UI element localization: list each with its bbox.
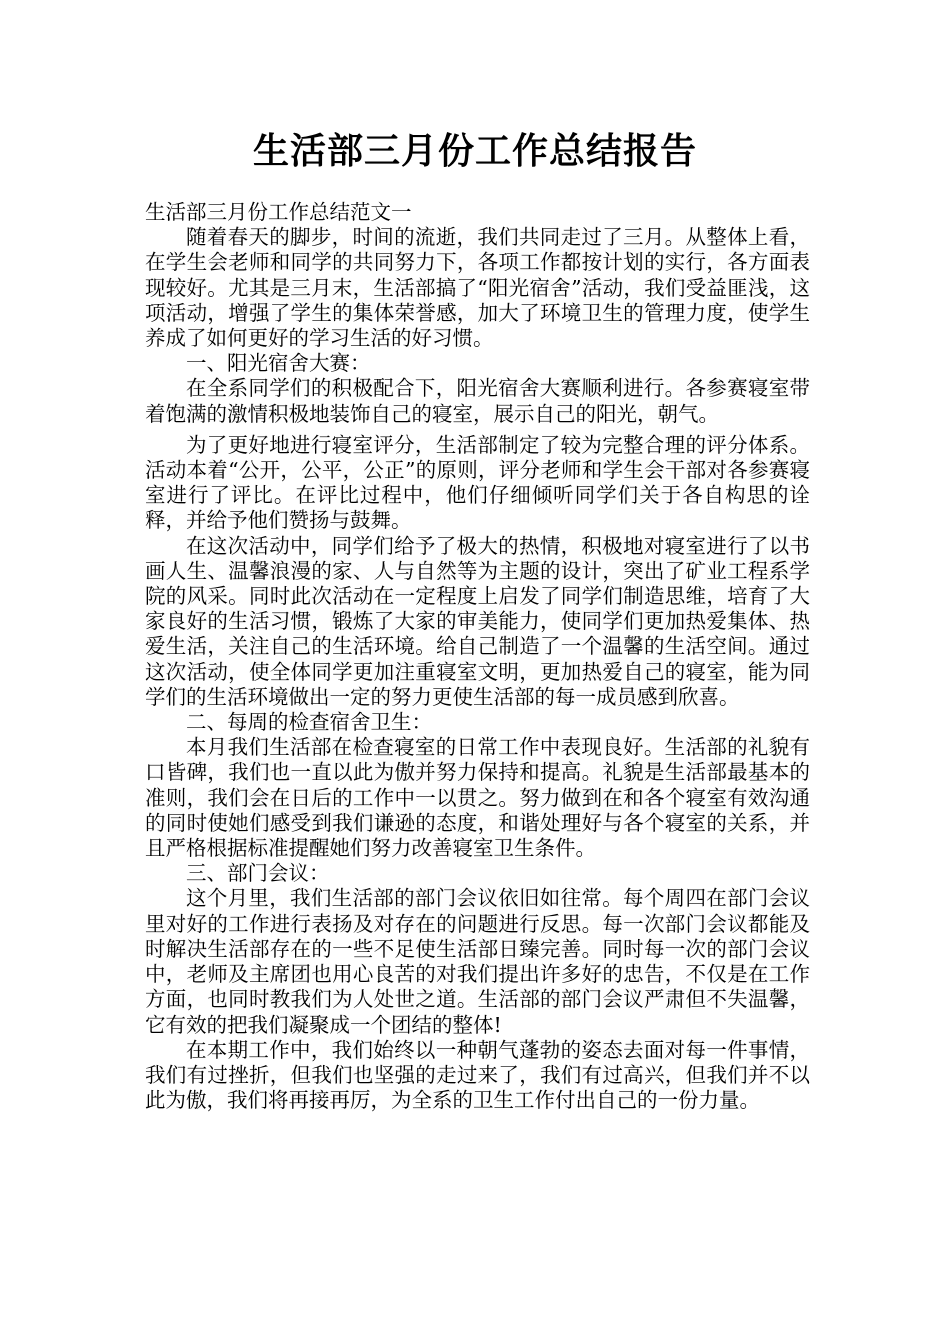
paragraph-4: 本月我们生活部在检查寝室的日常工作中表现良好。生活部的礼貌有口皆碑，我们也一直以此为傲并努力保持和提高。礼貌是生活部最基本的准则，我们会在日后的工作中一以贯之。努力做到在和各个寝室有效沟通的同时使她们感受到我们谦逊的态度，和谐处理好与各个寝室的关系，并且严格根据标准提醒她们努力改善寝室卫生条件。 (145, 735, 810, 861)
section-heading-3: 三、部门会议： (186, 861, 330, 886)
closing-paragraph: 在本期工作中，我们始终以一种朝气蓬勃的姿态去面对每一件事情，我们有过挫折，但我们也坚强的走过来了，我们有过高兴，但我们并不以此为傲，我们将再接再厉，为全系的卫生工作付出自己的一份力量。 (145, 1037, 810, 1113)
paragraph-3: 在这次活动中，同学们给予了极大的热情，积极地对寝室进行了以书画人生、温馨浪漫的家、人与自然等为主题的设计，突出了矿业工程系学院的风采。同时此次活动在一定程度上启发了同学们制造思维，培育了大家良好的生活习惯，锻炼了大家的审美能力，使同学们更加热爱集体、热爱生活，关注自己的生活环境。给自己制造了一个温馨的生活空间。通过这次活动，使全体同学更加注重寝室文明，更加热爱自己的寝室，能为同学们的生活环境做出一定的努力更使生活部的每一成员感到欣喜。 (145, 533, 810, 709)
paragraph-2: 为了更好地进行寝室评分，生活部制定了较为完整合理的评分体系。活动本着“公开，公平，公正”的原则，评分老师和学生会干部对各参赛寝室进行了评比。在评比过程中，他们仔细倾听同学们关于各自构思的诠释，并给予他们赞扬与鼓舞。 (145, 432, 810, 533)
section-heading-2: 二、每周的检查宿舍卫生： (186, 710, 432, 735)
section-subtitle: 生活部三月份工作总结范文一 (145, 200, 412, 224)
intro-paragraph: 随着春天的脚步，时间的流逝，我们共同走过了三月。从整体上看，在学生会老师和同学的共同努力下，各项工作都按计划的实行，各方面表现较好。尤其是三月末，生活部搞了“阳光宿舍”活动，我们受益匪浅，这项活动，增强了学生的集体荣誉感，加大了环境卫生的管理力度，使学生养成了如何更好的学习生活的好习惯。 (145, 225, 810, 351)
document-body (145, 200, 810, 1113)
paragraph-1: 在全系同学们的积极配合下，阳光宿舍大赛顺利进行。各参赛寝室带着饱满的激情积极地装饰自己的寝室，展示自己的阳光，朝气。 (145, 376, 810, 426)
document-title: 生活部三月份工作总结报告 (252, 131, 697, 172)
section-heading-1: 一、阳光宿舍大赛： (186, 351, 371, 376)
paragraph-5: 这个月里，我们生活部的部门会议依旧如往常。每个周四在部门会议里对好的工作进行表扬及对存在的问题进行反思。每一次部门会议都能及时解决生活部存在的一些不足使生活部日臻完善。同时每一次的部门会议中，老师及主席团也用心良苦的对我们提出许多好的忠告，不仅是在工作方面，也同时教我们为人处世之道。生活部的部门会议严肃但不失温馨，它有效的把我们凝聚成一个团结的整体! (145, 886, 810, 1037)
